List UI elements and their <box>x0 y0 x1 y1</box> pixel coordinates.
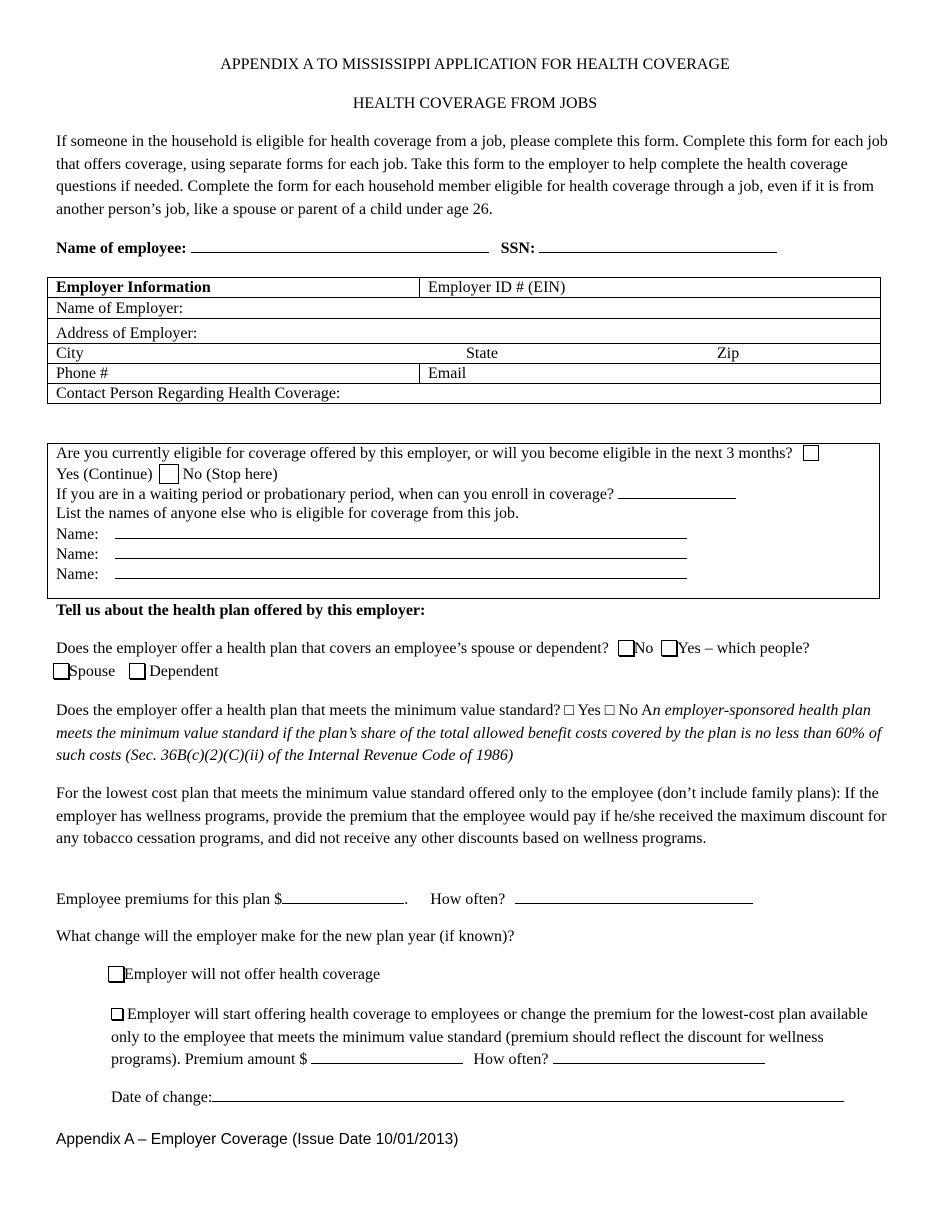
no-coverage-option <box>108 966 380 984</box>
no-stop-label: No (Stop here) <box>182 466 278 483</box>
spouse-yes-checkbox[interactable] <box>661 640 677 656</box>
lowest-cost-paragraph: For the lowest cost plan that meets the minimum value standard offered only to the employee (don’t include family plans): If the employer has wellness programs, provide the premium that the employee would pay if he/she received the maximum discount for any tobacco cessation programs, and did not receive any other discounts based on wellness programs. <box>56 785 887 847</box>
change-question: What change will the employer make for the new plan year (if known)? <box>56 928 515 945</box>
intro-paragraph: If someone in the household is eligible for health coverage from a job, please complete this form. Complete this form for each job that offers coverage, using separate forms for each job. Take this form to the employer to help complete the health coverage questions if needed. Complete the form for each household member eligible for health coverage through a job, even if it is from another person’s job, like a spouse or parent of a child under age 26. <box>56 133 888 218</box>
waiting-period-label: If you are in a waiting period or probationary period, when can you enroll in coverage? <box>56 486 615 503</box>
waiting-period-field[interactable] <box>618 484 736 499</box>
new-how-often-field[interactable] <box>553 1049 765 1064</box>
contact-person-field[interactable]: Contact Person Regarding Health Coverage: <box>48 384 881 404</box>
form-subtitle: HEALTH COVERAGE FROM JOBS <box>352 95 598 112</box>
minimum-value-text: Does the employer offer a health plan that meets the minimum value standard? □ Yes □ No A <box>56 702 653 719</box>
page-footer: Appendix A – Employer Coverage (Issue Date 10/01/2013) <box>56 1131 459 1148</box>
employer-info-header: Employer Information <box>48 278 420 298</box>
eligibility-question-row <box>56 444 819 464</box>
date-of-change-label: Date of change: <box>111 1089 213 1106</box>
eligible-yes-checkbox[interactable] <box>803 445 819 461</box>
name-label: Name: <box>56 566 99 583</box>
eligible-name-field-3[interactable] <box>115 564 687 579</box>
spouse-no-label: No <box>633 640 654 657</box>
city-state-zip-row[interactable] <box>48 344 881 364</box>
how-often-label: How often? <box>430 891 506 908</box>
spouse-label: Spouse <box>69 663 116 680</box>
eligible-name-row-2 <box>56 544 687 565</box>
spouse-yes-label: Yes – which people? <box>677 640 810 657</box>
name-label: Name: <box>56 546 99 563</box>
eligibility-question: Are you currently eligible for coverage offered by this employer, or will you become eligible in the next 3 months? <box>56 445 793 462</box>
phone-field[interactable]: Phone # <box>48 364 420 384</box>
premium-field[interactable] <box>282 889 404 904</box>
spouse-question: Does the employer offer a health plan that covers an employee’s spouse or dependent? <box>56 640 609 657</box>
premium-label: Employee premiums for this plan $ <box>56 891 283 908</box>
employee-row <box>56 238 777 258</box>
eligible-name-row-1 <box>56 524 687 545</box>
city-label: City <box>56 345 84 362</box>
eligible-name-field-1[interactable] <box>115 524 687 539</box>
employee-name-label: Name of employee: <box>56 240 187 257</box>
state-label: State <box>466 345 498 362</box>
spouse-question-row <box>56 640 810 658</box>
premium-row: Employee premiums for this plan $ . How often? <box>56 889 753 909</box>
date-of-change-field[interactable] <box>212 1087 844 1102</box>
no-coverage-label: Employer will not offer health coverage <box>124 966 381 983</box>
eligibility-box <box>47 443 880 599</box>
minimum-value-question <box>56 700 896 768</box>
waiting-period-row <box>56 484 736 505</box>
dependent-options-row <box>53 663 219 681</box>
employer-info-table <box>47 277 881 404</box>
minimum-value-definition: n employer-sponsored health plan meets the minimum value standard if the plan’s share of the total allowed benefit costs covered by the plan is no less than 60% of such costs (Sec. 36B(c)(2)(C)(ii) of the Internal Revenue Code of 1986) <box>56 702 882 764</box>
start-offering-checkbox[interactable] <box>111 1008 123 1020</box>
dependent-label: Dependent <box>149 663 219 680</box>
start-offering-option <box>111 1004 886 1072</box>
ssn-label: SSN: <box>500 240 536 257</box>
ein-field[interactable]: Employer ID # (EIN) <box>420 278 881 298</box>
eligible-no-checkbox[interactable] <box>159 464 179 484</box>
health-plan-heading: Tell us about the health plan offered by this employer: <box>56 602 426 619</box>
dependent-checkbox[interactable] <box>129 663 145 679</box>
employer-name-field[interactable]: Name of Employer: <box>48 298 881 319</box>
yes-continue-label: Yes (Continue) <box>56 466 153 483</box>
no-coverage-checkbox[interactable] <box>108 966 124 982</box>
employee-name-field[interactable] <box>191 238 489 253</box>
new-how-often-label: How often? <box>473 1051 549 1068</box>
start-offering-label: Employer will start offering health coverage to employees or change the premium for the lowest-cost plan available only to the employee that meets the minimum value standard (premium should reflect the discount for wellness programs). Premium amount $ <box>111 1006 868 1068</box>
how-often-field[interactable] <box>515 889 753 904</box>
new-premium-field[interactable] <box>311 1049 463 1064</box>
employer-address-field[interactable]: Address of Employer: <box>48 319 881 344</box>
zip-label: Zip <box>717 345 740 362</box>
form-title: APPENDIX A TO MISSISSIPPI APPLICATION FOR HEALTH COVERAGE <box>220 56 730 73</box>
eligible-name-row-3 <box>56 564 687 585</box>
spouse-no-checkbox[interactable] <box>618 640 634 656</box>
ssn-field[interactable] <box>539 238 777 253</box>
eligibility-answer-row <box>56 464 278 485</box>
eligible-name-field-2[interactable] <box>115 544 687 559</box>
spouse-checkbox[interactable] <box>53 663 69 679</box>
name-label: Name: <box>56 526 99 543</box>
date-of-change-row <box>111 1087 844 1107</box>
list-names-label: List the names of anyone else who is eligible for coverage from this job. <box>56 505 519 522</box>
email-field[interactable]: Email <box>420 364 881 384</box>
